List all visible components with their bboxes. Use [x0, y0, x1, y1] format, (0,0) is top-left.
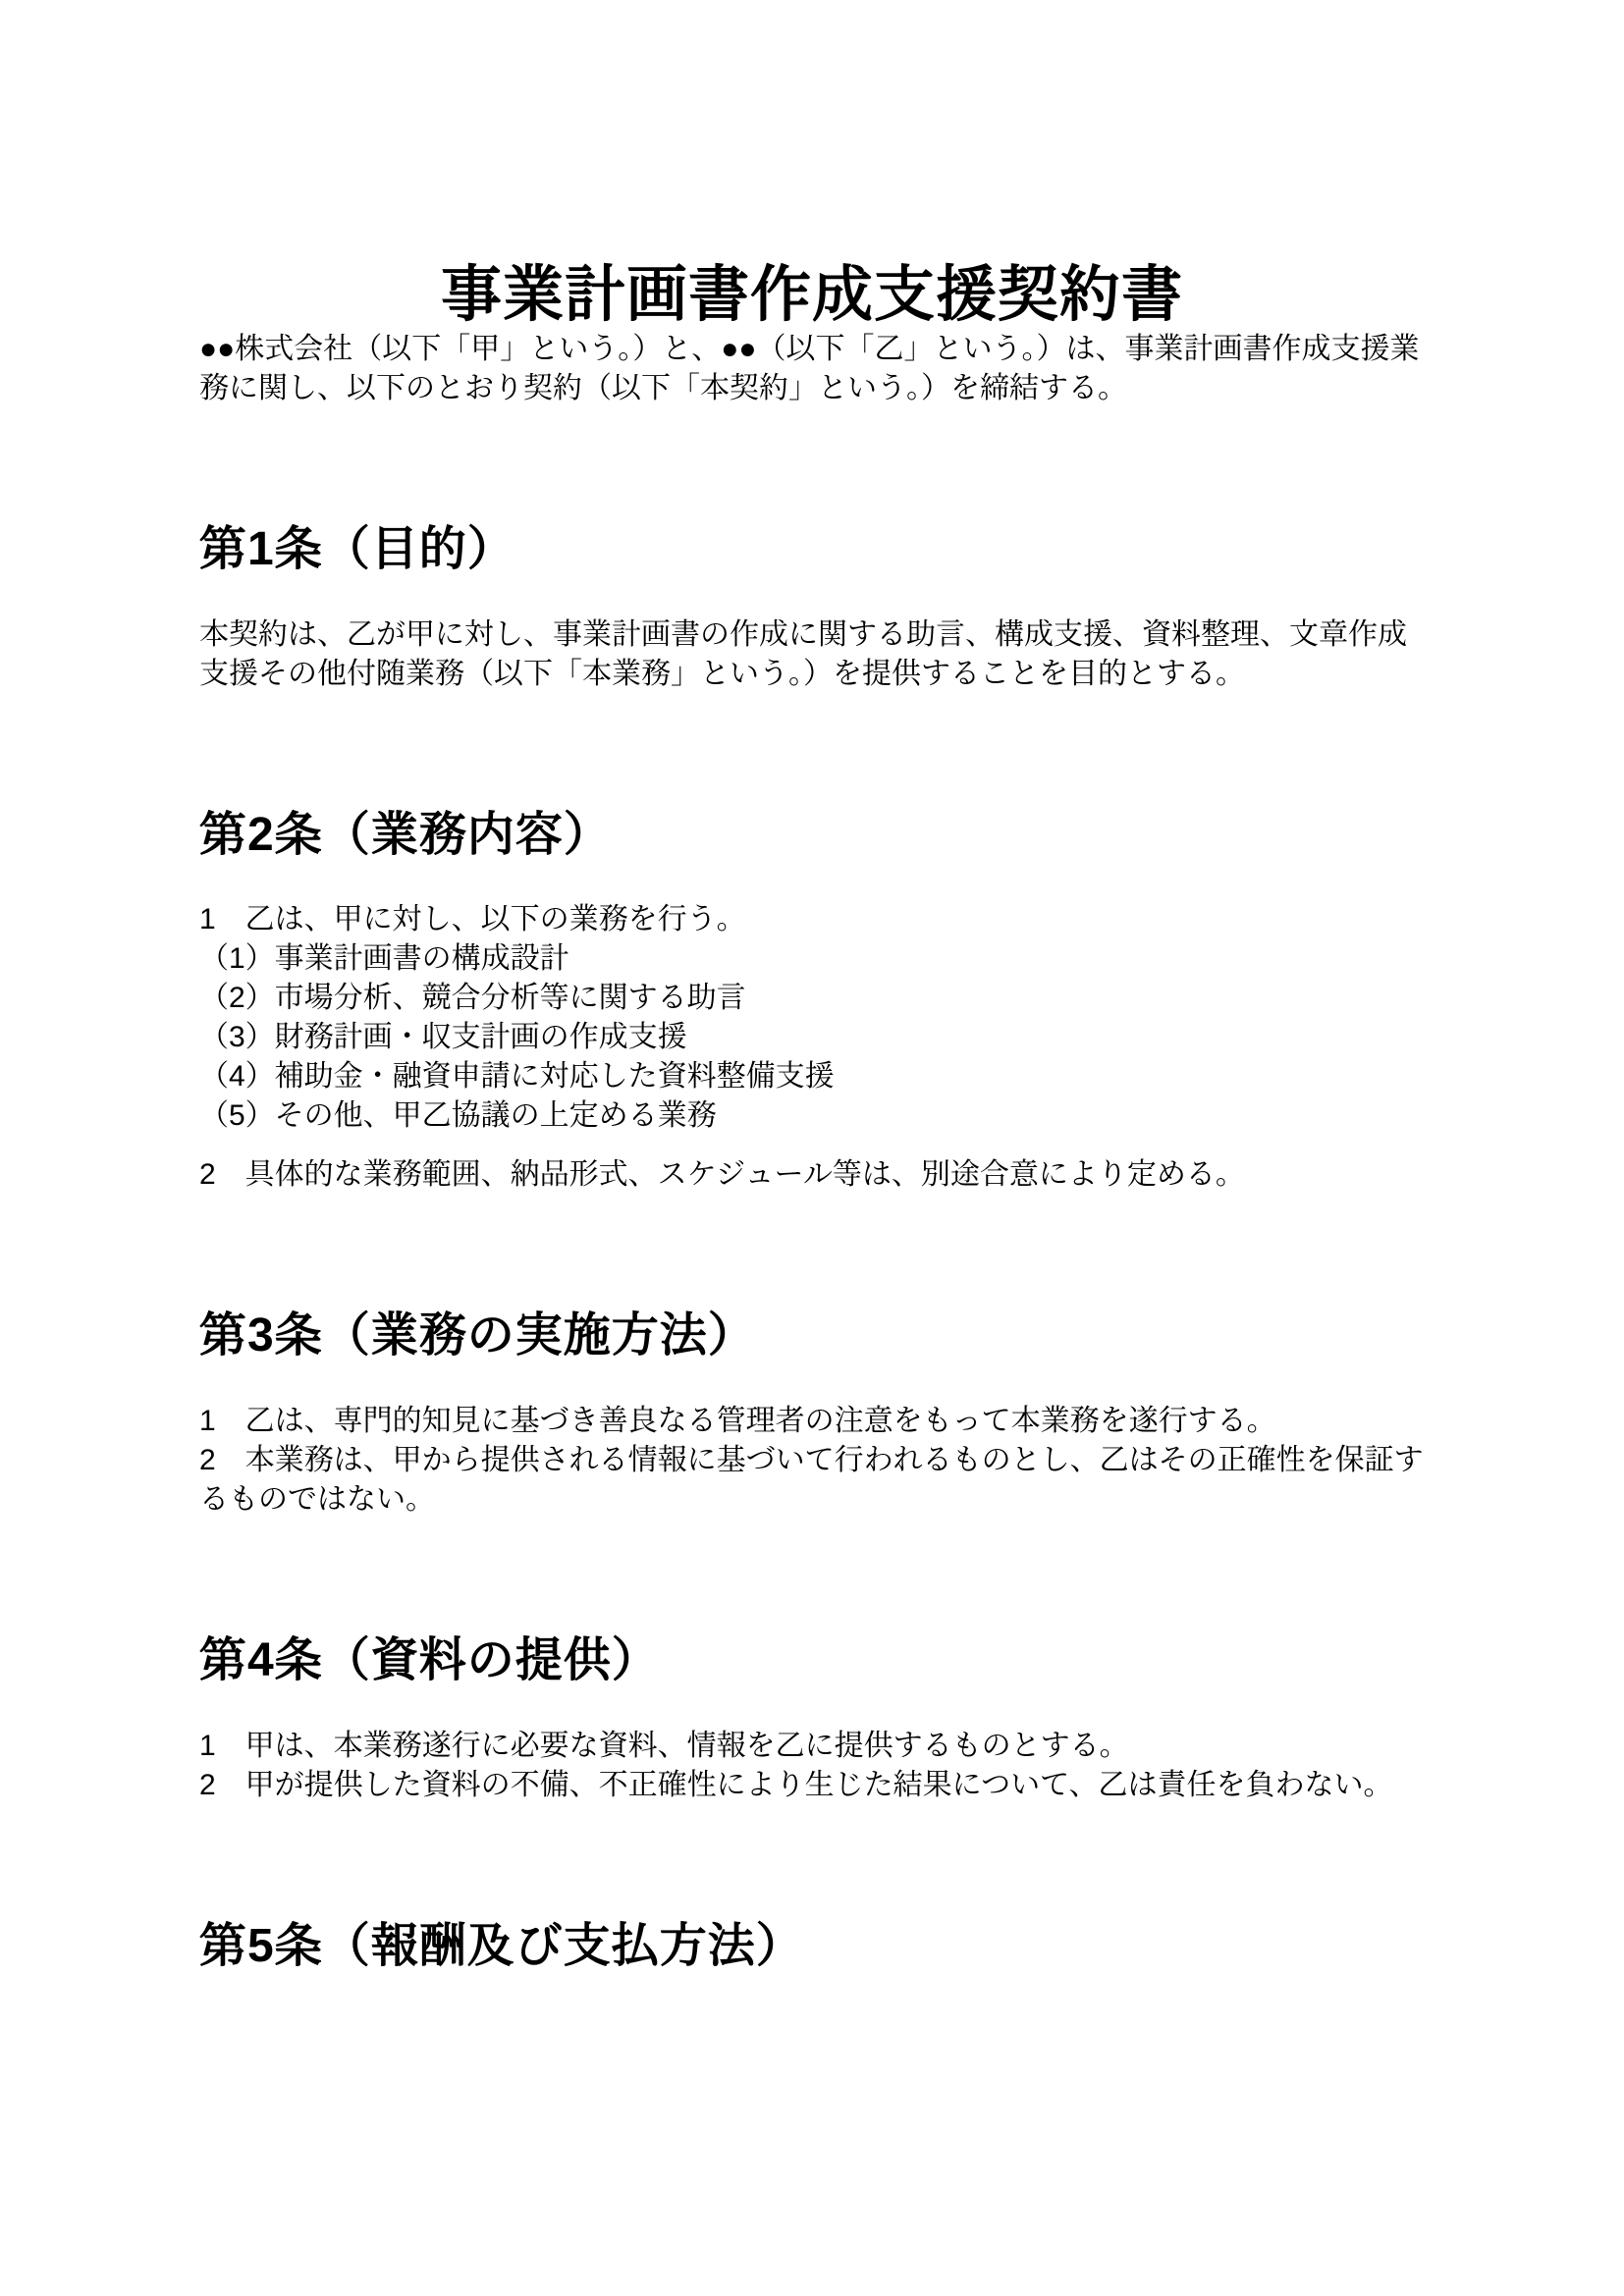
section-paragraph: 本契約は、乙が甲に対し、事業計画書の作成に関する助言、構成支援、資料整理、文章作成支援その他付随業務（以下「本業務」という。）を提供することを目的とする。: [199, 617, 1407, 690]
section-paragraph: 2 具体的な業務範囲、納品形式、スケジュール等は、別途合意により定める。: [199, 1158, 1245, 1192]
contract-section: [199, 807, 1425, 1196]
section-paragraph: 1 乙は、甲に対し、以下の業務を行う。: [199, 903, 746, 936]
contract-section: [199, 1308, 1425, 1520]
section-paragraph: （2）市場分析、競合分析等に関する助言: [199, 982, 746, 1015]
sections-container: [199, 521, 1425, 1974]
contract-section: [199, 521, 1425, 694]
document-title: 事業計画書作成支援契約書: [440, 261, 1183, 329]
intro-paragraph: ●●株式会社（以下「甲」という。）と、●●（以下「乙」という。）は、事業計画書作成支援業務に関し、以下のとおり契約（以下「本契約」という。）を締結する。: [199, 333, 1420, 405]
section-paragraph: 1 甲は、本業務遂行に必要な資料、情報を乙に提供するものとする。: [199, 1729, 1129, 1762]
section-heading: 第1条（目的）: [199, 523, 515, 576]
section-heading: 第4条（資料の提供）: [199, 1634, 660, 1687]
section-paragraph: 2 甲が提供した資料の不備、不正確性により生じた結果について、乙は責任を負わない。: [199, 1768, 1393, 1801]
section-heading: 第3条（業務の実施方法）: [199, 1309, 756, 1362]
section-paragraph: 2 本業務は、甲から提供される情報に基づいて行われるものとし、乙はその正確性を保証するものではない。: [199, 1444, 1424, 1517]
section-paragraph: （1）事業計画書の構成設計: [199, 942, 569, 976]
section-heading: 第5条（報酬及び支払方法）: [199, 1919, 804, 1972]
section-paragraph: （3）財務計画・収支計画の作成支援: [199, 1021, 687, 1054]
contract-section: [199, 1632, 1425, 1805]
section-heading: 第2条（業務内容）: [199, 808, 612, 861]
blank-line: [199, 1136, 1425, 1155]
section-paragraph: （5）その他、甲乙協議の上定める業務: [199, 1099, 717, 1133]
section-paragraph: （4）補助金・融資申請に対応した資料整備支援: [199, 1060, 835, 1094]
contract-section: [199, 1918, 1425, 1975]
section-paragraph: 1 乙は、専門的知見に基づき善良なる管理者の注意をもって本業務を遂行する。: [199, 1405, 1276, 1438]
